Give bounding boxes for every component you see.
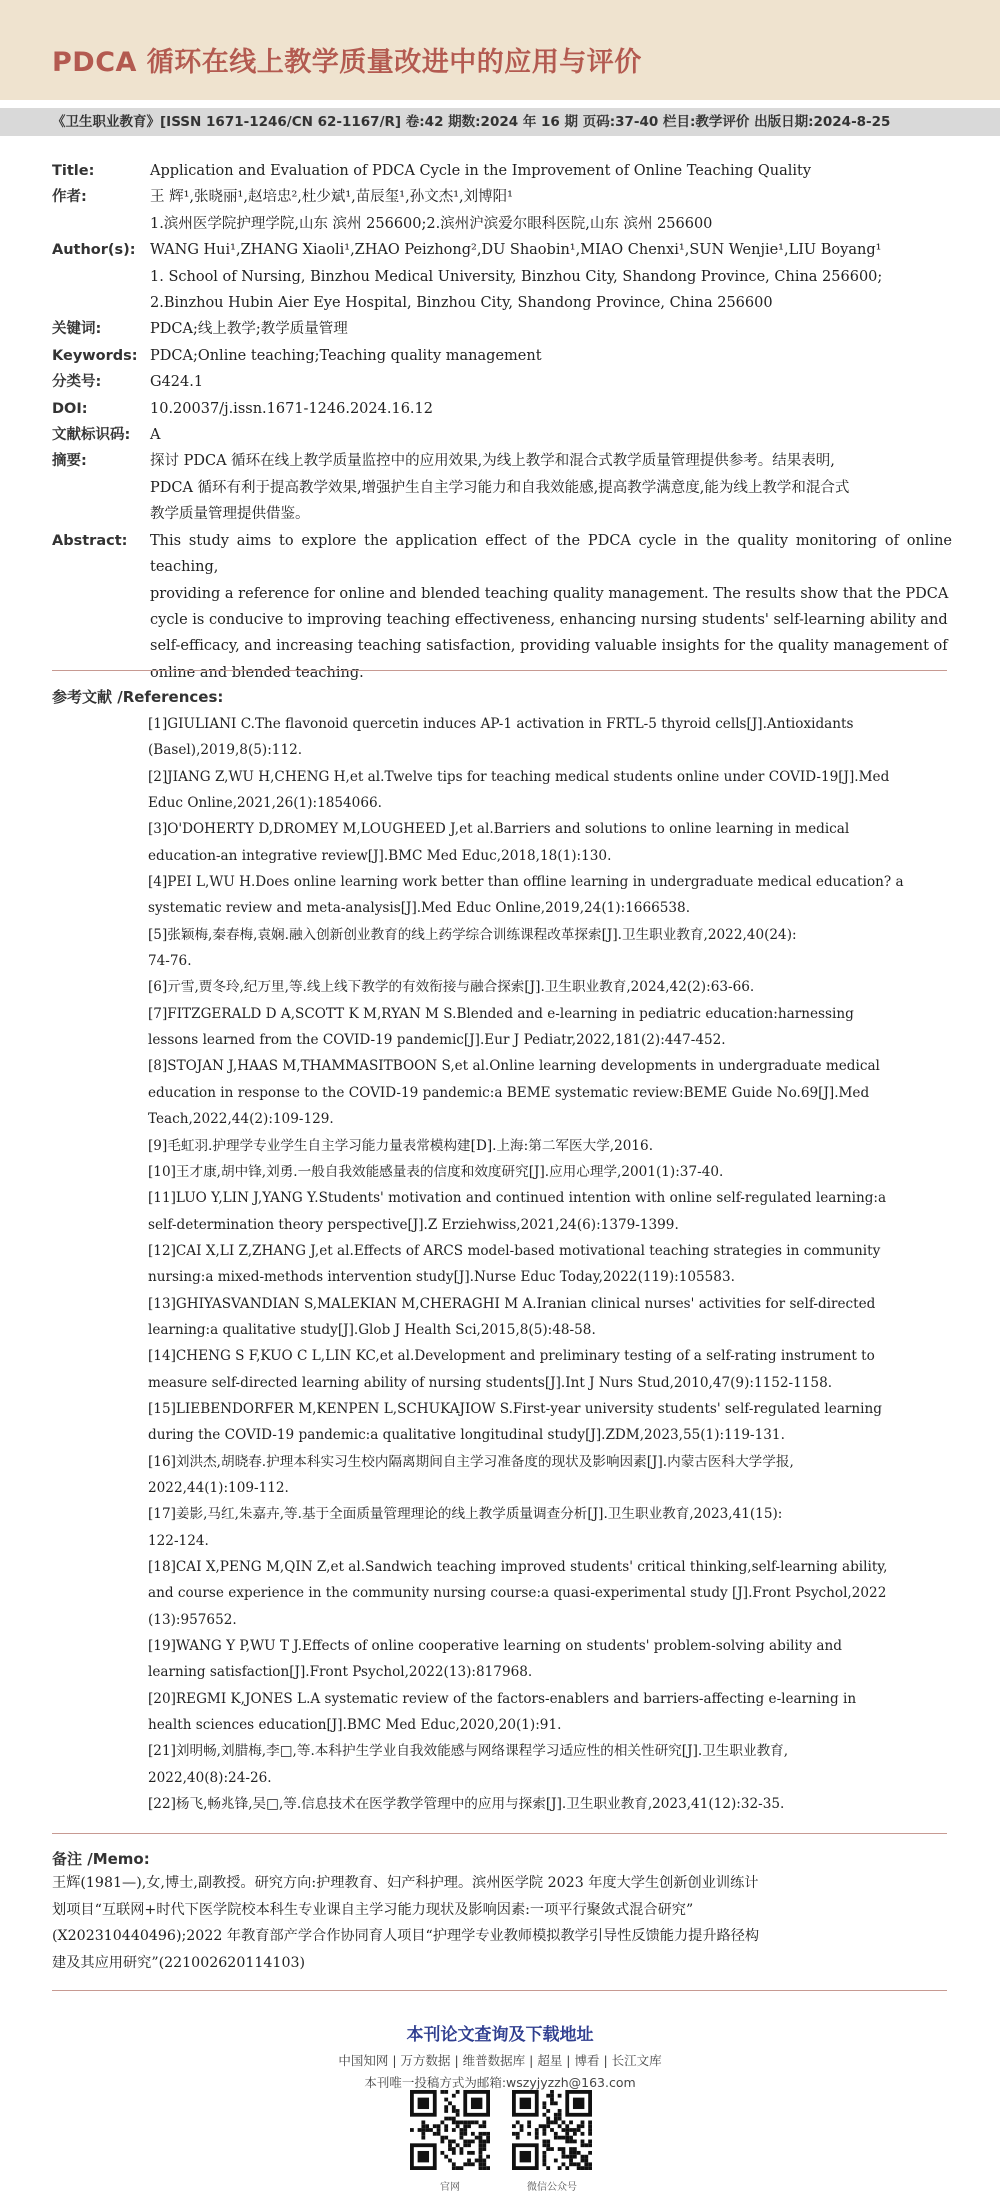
footer	[0, 2010, 1000, 2091]
memo-title: 备注 /Memo:	[52, 1850, 150, 1868]
doi-label: DOI:	[52, 400, 88, 417]
reference-line: measure self-directed learning ability of nursing students[J].Int J Nurs Stud,2010,47(9):1152-1158.	[148, 1374, 833, 1391]
wechat-qr-code-icon[interactable]	[512, 2090, 592, 2170]
abstract-en-label: Abstract:	[52, 532, 128, 549]
abstract-en-line: This study aims to explore the application effect of the PDCA cycle in the quality monitoring of online teaching,	[150, 532, 952, 576]
affiliation-cn: 1.滨州医学院护理学院,山东 滨州 256600;2.滨州沪滨爱尔眼科医院,山东 滨州 256600	[150, 215, 713, 232]
section-divider	[52, 670, 947, 671]
qr-code-group	[400, 2090, 620, 2193]
reference-list	[148, 711, 946, 1817]
reference-line: nursing:a mixed-methods intervention study[J].Nurse Educ Today,2022(119):105583.	[148, 1269, 735, 1286]
reference-line: [11]LUO Y,LIN J,YANG Y.Students' motivation and continued intention with online self-regulated learning:a	[148, 1190, 887, 1207]
keywords-cn-label: 关键词:	[52, 321, 102, 338]
reference-line: [6]亓雪,贾冬玲,纪万里,等.线上线下教学的有效衔接与融合探索[J].卫生职业教育,2024,42(2):63-66.	[148, 979, 755, 996]
reference-line: [10]王才康,胡中锋,刘勇.一般自我效能感量表的信度和效度研究[J].应用心理学,2001(1):37-40.	[148, 1163, 724, 1180]
classification-value: G424.1	[150, 374, 204, 391]
reference-line: systematic review and meta-analysis[J].Med Educ Online,2019,24(1):1666538.	[148, 900, 691, 917]
abstract-cn-line: PDCA 循环有利于提高教学效果,增强护生自主学习能力和自我效能感,提高教学满意度,能为线上教学和混合式	[150, 479, 850, 496]
reference-line: education-an integrative review[J].BMC Med Educ,2018,18(1):130.	[148, 847, 612, 864]
reference-line: [15]LIEBENDORFER M,KENPEN L,SCHUKAJIOW S.First-year university students' self-regulated learning	[148, 1400, 882, 1417]
abstract-cn-line: 探讨 PDCA 循环在线上教学质量监控中的应用效果,为线上教学和混合式教学质量管理提供参考。结果表明,	[150, 453, 835, 470]
abstract-en-line: cycle is conducive to improving teaching effectiveness, enhancing nursing students' self-learning ability and	[150, 611, 948, 628]
authors-en: WANG Hui¹,ZHANG Xiaoli¹,ZHAO Peizhong²,DU Shaobin¹,MIAO Chenxi¹,SUN Wenjie¹,LIU Boyang¹	[150, 242, 882, 259]
reference-line: [2]JIANG Z,WU H,CHENG H,et al.Twelve tips for teaching medical students online under COVID-19[J].Med	[148, 768, 890, 785]
section-divider	[52, 1990, 947, 1991]
reference-line: [4]PEI L,WU H.Does online learning work better than offline learning in undergraduate medical education? a	[148, 874, 904, 891]
memo-line: (X202310440496);2022 年教育部产学合作协同育人项目“护理学专业教师模拟教学引导性反馈能力提升路径构	[52, 1928, 760, 1944]
title-value: Application and Evaluation of PDCA Cycle in the Improvement of Online Teaching Quality	[150, 163, 812, 179]
website-qr-code-icon[interactable]	[410, 2090, 490, 2170]
authors-en-label: Author(s):	[52, 242, 136, 259]
title-row	[52, 158, 952, 184]
reference-line: [21]刘明畅,刘腊梅,李□,等.本科护生学业自我效能感与网络课程学习适应性的相关性研究[J].卫生职业教育,	[148, 1743, 789, 1760]
authors-en-row	[52, 237, 952, 316]
page-title: PDCA 循环在线上教学质量改进中的应用与评价	[52, 47, 642, 78]
reference-line: 74-76.	[148, 953, 192, 970]
reference-line: (13):957652.	[148, 1611, 237, 1628]
reference-line: education in response to the COVID-19 pandemic:a BEME systematic review:BEME Guide No.69[J].Med	[148, 1084, 870, 1101]
keywords-en-label: Keywords:	[52, 347, 138, 364]
section-divider	[52, 1833, 947, 1834]
doi-value: 10.20037/j.issn.1671-1246.2024.16.12	[150, 400, 433, 417]
reference-line: (Basel),2019,8(5):112.	[148, 742, 303, 759]
reference-line: [7]FITZGERALD D A,SCOTT K M,RYAN M S.Blended and e-learning in pediatric education:harnessing	[148, 1005, 854, 1022]
abstract-cn-row	[52, 448, 952, 527]
reference-line: lessons learned from the COVID-19 pandemic[J].Eur J Pediatr,2022,181(2):447-452.	[148, 1032, 726, 1049]
wechat-qr-caption: 微信公众号	[527, 2182, 577, 2193]
keywords-cn-row	[52, 316, 952, 342]
abstract-en-line: providing a reference for online and blended teaching quality management. The results show that the PDCA	[150, 585, 949, 602]
keywords-cn: PDCA;线上教学;教学质量管理	[150, 321, 348, 338]
keywords-en-row	[52, 343, 952, 369]
footer-database-links[interactable]: 中国知网 | 万方数据 | 维普数据库 | 超星 | 博看 | 长江文库	[338, 2053, 662, 2068]
reference-line: [13]GHIYASVANDIAN S,MALEKIAN M,CHERAGHI M A.Iranian clinical nurses' activities for self-directed	[148, 1295, 876, 1312]
authors-cn: 王 辉¹,张晓丽¹,赵培忠²,杜少斌¹,苗辰玺¹,孙文杰¹,刘博阳¹	[150, 189, 513, 206]
article-metadata	[52, 158, 952, 686]
reference-line: [19]WANG Y P,WU T J.Effects of online cooperative learning on students' problem-solving ability and	[148, 1638, 842, 1655]
abstract-en-line: self-efficacy, and increasing teaching satisfaction, providing valuable insights for the quality management of	[150, 638, 948, 655]
reference-line: 2022,44(1):109-112.	[148, 1479, 289, 1496]
reference-line: [9]毛虹羽.护理学专业学生自主学习能力量表常模构建[D].上海:第二军医大学,2016.	[148, 1137, 654, 1154]
reference-line: [16]刘洪杰,胡晓春.护理本科实习生校内隔离期间自主学习准备度的现状及影响因素[J].内蒙古医科大学学报,	[148, 1453, 794, 1470]
affiliation-en-1: 1. School of Nursing, Binzhou Medical University, Binzhou City, Shandong Province, China 256600;	[150, 268, 883, 285]
abstract-en-row	[52, 528, 952, 686]
footer-submission-email[interactable]: 本刊唯一投稿方式为邮箱:wszyjyzzh@163.com	[364, 2075, 636, 2090]
reference-line: [14]CHENG S F,KUO C L,LIN KC,et al.Development and preliminary testing of a self-rating instrument to	[148, 1348, 875, 1365]
document-id-row	[52, 422, 952, 448]
reference-line: [5]张颖梅,秦春梅,袁娴.融入创新创业教育的线上药学综合训练课程改革探索[J].卫生职业教育,2022,40(24):	[148, 926, 797, 943]
keywords-en: PDCA;Online teaching;Teaching quality management	[150, 347, 542, 364]
title-label: Title:	[52, 163, 95, 179]
website-qr-caption: 官网	[440, 2182, 460, 2193]
abstract-en-line: online and blended teaching.	[150, 664, 364, 681]
reference-line: health sciences education[J].BMC Med Educ,2020,20(1):91.	[148, 1717, 562, 1734]
reference-line: [3]O'DOHERTY D,DROMEY M,LOUGHEED J,et al.Barriers and solutions to online learning in medical	[148, 821, 850, 838]
title-banner	[0, 0, 1000, 100]
reference-line: learning:a qualitative study[J].Glob J Health Sci,2015,8(5):48-58.	[148, 1321, 596, 1338]
publication-info-bar	[0, 108, 1000, 136]
reference-line: [8]STOJAN J,HAAS M,THAMMASITBOON S,et al.Online learning developments in undergraduate medical	[148, 1058, 880, 1075]
authors-cn-row	[52, 184, 952, 237]
reference-line: [18]CAI X,PENG M,QIN Z,et al.Sandwich teaching improved students' critical thinking,self-learning ability,	[148, 1559, 888, 1575]
reference-line: [1]GIULIANI C.The flavonoid quercetin induces AP-1 activation in FRTL-5 thyroid cells[J].Antioxidants	[148, 716, 854, 732]
memo-text	[52, 1870, 947, 1976]
reference-line: learning satisfaction[J].Front Psychol,2022(13):817968.	[148, 1664, 533, 1681]
reference-line: [20]REGMI K,JONES L.A systematic review of the factors-enablers and barriers-affecting e-learning in	[148, 1690, 857, 1707]
reference-line: 2022,40(8):24-26.	[148, 1769, 272, 1786]
document-id-value: A	[150, 427, 161, 444]
abstract-cn-label: 摘要:	[52, 453, 87, 470]
classification-label: 分类号:	[52, 374, 102, 391]
publication-info-text: 《卫生职业教育》[ISSN 1671-1246/CN 62-1167/R] 卷:42 期数:2024 年 16 期 页码:37-40 栏目:教学评价 出版日期:2024-8-25	[52, 114, 891, 130]
memo-line: 划项目“互联网+时代下医学院校本科生专业课自主学习能力现状及影响因素:一项平行聚敛式混合研究”	[52, 1901, 694, 1918]
reference-line: 122-124.	[148, 1532, 209, 1549]
abstract-cn-line: 教学质量管理提供借鉴。	[150, 506, 310, 523]
reference-line: [22]杨飞,畅兆锋,吴□,等.信息技术在医学教学管理中的应用与探索[J].卫生职业教育,2023,41(12):32-35.	[148, 1796, 785, 1813]
reference-line: during the COVID-19 pandemic:a qualitative longitudinal study[J].ZDM,2023,55(1):119-131.	[148, 1427, 785, 1444]
doi-row	[52, 396, 952, 422]
authors-cn-label: 作者:	[52, 189, 87, 206]
memo-line: 王辉(1981—),女,博士,副教授。研究方向:护理教育、妇产科护理。滨州医学院 2023 年度大学生创新创业训练计	[52, 1875, 759, 1891]
document-id-label: 文献标识码:	[52, 427, 131, 444]
reference-line: self-determination theory perspective[J].Z Erziehwiss,2021,24(6):1379-1399.	[148, 1216, 679, 1233]
reference-line: Teach,2022,44(2):109-129.	[148, 1111, 334, 1128]
reference-line: [12]CAI X,LI Z,ZHANG J,et al.Effects of ARCS model-based motivational teaching strategies in community	[148, 1242, 881, 1259]
references-title: 参考文献 /References:	[52, 688, 224, 706]
footer-title: 本刊论文查询及下载地址	[406, 2025, 594, 2045]
reference-line: [17]姜影,马红,朱嘉卉,等.基于全面质量管理理论的线上教学质量调查分析[J].卫生职业教育,2023,41(15):	[148, 1506, 783, 1523]
affiliation-en-2: 2.Binzhou Hubin Aier Eye Hospital, Binzhou City, Shandong Province, China 256600	[150, 295, 773, 312]
classification-row	[52, 369, 952, 395]
reference-line: Educ Online,2021,26(1):1854066.	[148, 795, 382, 812]
reference-line: and course experience in the community nursing course:a quasi-experimental study [J].Front Psychol,2022	[148, 1585, 887, 1602]
memo-line: 建及其应用研究”(221002620114103)	[52, 1954, 306, 1971]
